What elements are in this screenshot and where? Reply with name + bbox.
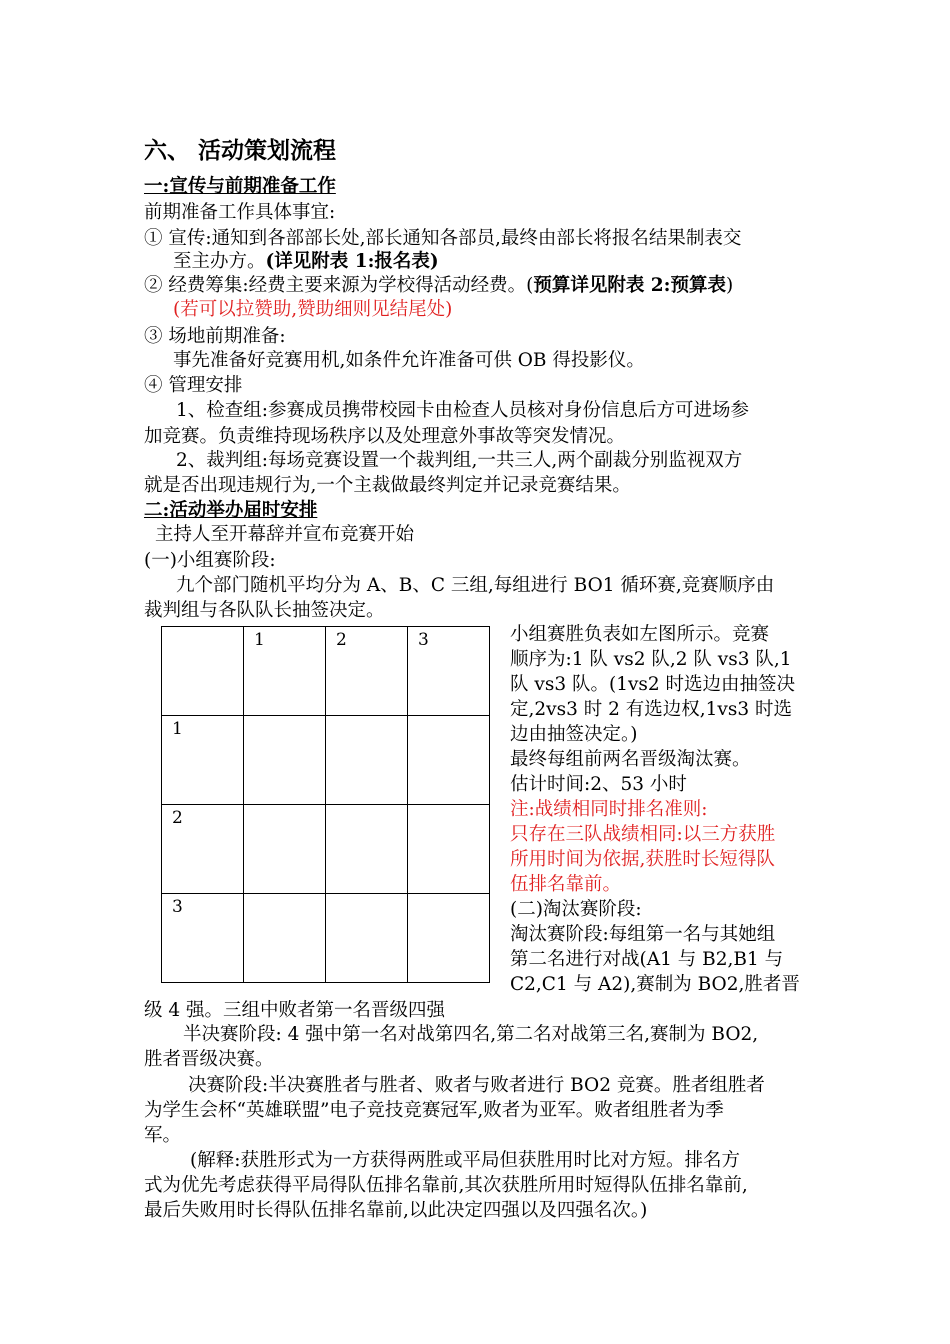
col-header-1: 1	[244, 627, 326, 716]
item4-p2-line2: 就是否出现违规行为,一个主裁做最终判定并记录竞赛结果。	[144, 475, 631, 496]
note-line3: 最后失败用时长得队伍排名靠前,以此决定四强以及四强名次。)	[144, 1200, 648, 1221]
side-text-line: 边由抽签决定。)	[510, 724, 638, 745]
final-line3: 军。	[144, 1125, 182, 1146]
table-cell	[244, 805, 326, 894]
opening-line: 主持人至开幕辞并宣布竞赛开始	[155, 524, 415, 545]
table-row	[162, 805, 490, 894]
table-row	[162, 716, 490, 805]
item3-title: ③ 场地前期准备:	[144, 326, 286, 347]
knockout-line: C2,C1 与 A2),赛制为 BO2,胜者晋	[510, 974, 800, 995]
final-line2: 为学生会杯“英雄联盟”电子竞技竞赛冠军,败者为亚军。败者组胜者为季	[144, 1100, 724, 1121]
col-header-2: 2	[326, 627, 408, 716]
note-line1: (解释:获胜形式为一方获得两胜或平局但获胜用时比对方短。排名方	[190, 1150, 740, 1171]
table-cell	[244, 894, 326, 983]
item1-line1: ① 宣传:通知到各部部长处,部长通知各部员,最终由部长将报名结果制表交	[144, 228, 742, 249]
item4-p1-line2: 加竞赛。负责维持现场秩序以及处理意外事故等突发情况。	[144, 426, 626, 447]
table-cell	[408, 716, 490, 805]
section-title: 六、 活动策划流程	[144, 137, 337, 164]
after-table-line: 级 4 强。三组中败者第一名晋级四强	[144, 1000, 446, 1021]
side-text-line: 顺序为:1 队 vs2 队,2 队 vs3 队,1	[510, 649, 792, 670]
table-cell	[326, 894, 408, 983]
item4-p1-line1: 1、检查组:参赛成员携带校园卡由检查人员核对身份信息后方可进场参	[176, 400, 750, 421]
item3-text: 事先准备好竞赛用机,如条件允许准备可供 OB 得投影仪。	[173, 350, 645, 371]
item2-line1: ② 经费筹集:经费主要来源为学校得活动经费。(预算详见附表 2:预算表)	[144, 275, 734, 296]
side-red-line: 只存在三队战绩相同:以三方获胜	[510, 824, 776, 845]
table-corner-cell	[162, 627, 244, 716]
part2-heading: 二:活动举办届时安排	[144, 500, 318, 521]
side-red-line: 所用时间为依据,获胜时长短得队	[510, 849, 775, 870]
knockout-line: 第二名进行对战(A1 与 B2,B1 与	[510, 949, 784, 970]
side-red-line: 注:战绩相同时排名准则:	[510, 799, 708, 820]
semi-final-line2: 胜者晋级决赛。	[144, 1049, 274, 1070]
group-result-table	[161, 626, 490, 983]
item4-title: ④ 管理安排	[144, 375, 243, 396]
table-row	[162, 894, 490, 983]
side-text-line: 最终每组前两名晋级淘汰赛。	[510, 749, 751, 770]
group-stage-line2: 裁判组与各队队长抽签决定。	[144, 600, 385, 621]
item4-p2-line1: 2、裁判组:每场竞赛设置一个裁判组,一共三人,两个副裁分别监视双方	[176, 450, 743, 471]
item2-sponsor-note: (若可以拉赞助,赞助细则见结尾处)	[173, 299, 453, 320]
row-header-2: 2	[162, 805, 244, 894]
col-header-3: 3	[408, 627, 490, 716]
side-text-line: 小组赛胜负表如左图所示。竞赛	[510, 624, 770, 645]
knockout-line: 淘汰赛阶段:每组第一名与其她组	[510, 924, 776, 945]
table-cell	[244, 716, 326, 805]
row-header-1: 1	[162, 716, 244, 805]
table-cell	[326, 805, 408, 894]
part1-heading: 一:宣传与前期准备工作	[144, 176, 336, 197]
final-line1: 决赛阶段:半决赛胜者与胜者、败者与败者进行 BO2 竞赛。胜者组胜者	[188, 1075, 765, 1096]
table-cell	[408, 894, 490, 983]
side-text-line: 队 vs3 队。(1vs2 时选边由抽签决	[510, 674, 796, 695]
item1-attachment-ref: (详见附表 1:报名表)	[265, 251, 439, 272]
side-red-line: 伍排名靠前。	[510, 874, 622, 895]
group-stage-title: (一)小组赛阶段:	[144, 550, 276, 571]
semi-final-line1: 半决赛阶段: 4 强中第一名对战第四名,第二名对战第三名,赛制为 BO2,	[183, 1024, 759, 1045]
item1-line2: 至主办方。(详见附表 1:报名表)	[173, 251, 439, 272]
part1-intro: 前期准备工作具体事宜:	[144, 202, 336, 223]
table-cell	[326, 716, 408, 805]
row-header-3: 3	[162, 894, 244, 983]
side-text-line: 估计时间:2、53 小时	[510, 774, 687, 795]
table-cell	[408, 805, 490, 894]
item2-budget-ref: 预算详见附表 2:预算表	[533, 275, 726, 296]
side-text-line: 定,2vs3 时 2 有选边权,1vs3 时选	[510, 699, 793, 720]
knockout-line: (二)淘汰赛阶段:	[510, 899, 642, 920]
table-row	[162, 627, 490, 716]
group-stage-line1: 九个部门随机平均分为 A、B、C 三组,每组进行 BO1 循环赛,竞赛顺序由	[176, 575, 775, 596]
note-line2: 式为优先考虑获得平局得队伍排名靠前,其次获胜所用时短得队伍排名靠前,	[144, 1175, 748, 1196]
